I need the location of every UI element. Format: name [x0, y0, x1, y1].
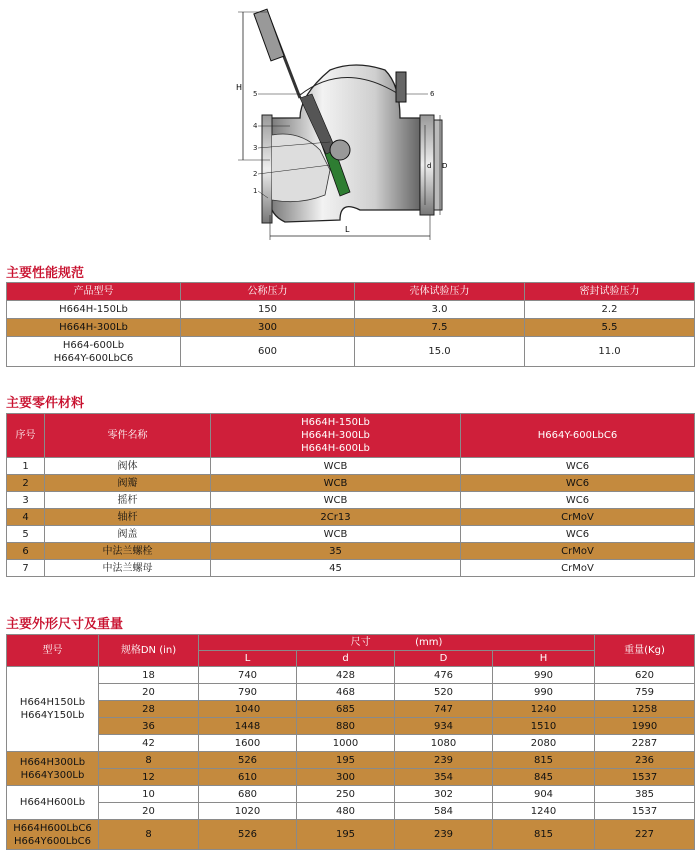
dim-header-H: H [493, 651, 595, 667]
cell: 1040 [199, 701, 297, 718]
dimensions-table [6, 634, 695, 850]
cell: 1448 [199, 718, 297, 735]
specs-title: 主要性能规范 [6, 266, 85, 281]
bolt-6 [396, 72, 406, 102]
dimensions-title: 主要外形尺寸及重量 [6, 617, 124, 632]
cell: 227 [595, 820, 695, 850]
table-row [7, 319, 695, 337]
size-unit: (mm) [415, 637, 443, 648]
cell: 620 [595, 667, 695, 684]
cell: 1600 [199, 735, 297, 752]
cell: 轴杆 [45, 509, 211, 526]
dim-header-size [199, 635, 595, 651]
cell: 2Cr13 [211, 509, 461, 526]
cell: 3 [7, 492, 45, 509]
cell: 20 [99, 803, 199, 820]
cell: 300 [297, 769, 395, 786]
dim-D: D [442, 162, 448, 170]
table-row [7, 509, 695, 526]
cell: 1240 [493, 803, 595, 820]
cell: 8 [99, 752, 199, 769]
table-row [7, 301, 695, 319]
cell: WCB [211, 475, 461, 492]
cell: 740 [199, 667, 297, 684]
table-row [7, 684, 695, 701]
cell: 1537 [595, 803, 695, 820]
table-row [7, 752, 695, 769]
table-row [7, 769, 695, 786]
cell: 990 [493, 684, 595, 701]
cell: 20 [99, 684, 199, 701]
cell: WCB [211, 526, 461, 543]
table-row [7, 803, 695, 820]
dim-header-D: D [395, 651, 493, 667]
materials-header-c6: H664Y-600LbC6 [461, 414, 695, 458]
cell: CrMoV [461, 543, 695, 560]
cell: 195 [297, 820, 395, 850]
cell: 680 [199, 786, 297, 803]
cell: 4 [7, 509, 45, 526]
cell: 815 [493, 752, 595, 769]
cell: 250 [297, 786, 395, 803]
dim-header-L: L [199, 651, 297, 667]
cell: WC6 [461, 526, 695, 543]
cell: 1990 [595, 718, 695, 735]
callout-4: 4 [253, 122, 258, 130]
specs-table [6, 282, 695, 367]
cell: 476 [395, 667, 493, 684]
cell: 阀瓣 [45, 475, 211, 492]
dim-H: H [236, 83, 243, 92]
callout-3: 3 [253, 144, 258, 152]
materials-header-std: H664H-150Lb H664H-300Lb H664H-600Lb [211, 414, 461, 458]
table-row [7, 786, 695, 803]
cell: 934 [395, 718, 493, 735]
dim-L: L [345, 225, 350, 234]
cell: 904 [493, 786, 595, 803]
specs-header-pn: 公称压力 [181, 283, 355, 301]
cell: H664H-150Lb [7, 301, 181, 319]
materials-table [6, 413, 695, 577]
dim-header-dn: 规格DN (in) [99, 635, 199, 667]
cell: 195 [297, 752, 395, 769]
cell: 中法兰螺栓 [45, 543, 211, 560]
cell: H664H-300Lb [7, 319, 181, 337]
callout-6: 6 [430, 90, 435, 98]
cell: 845 [493, 769, 595, 786]
cell: 428 [297, 667, 395, 684]
callout-1: 1 [253, 187, 258, 195]
cell: WCB [211, 458, 461, 475]
cell: 11.0 [525, 337, 695, 367]
cell: 520 [395, 684, 493, 701]
cell: 610 [199, 769, 297, 786]
table-row [7, 475, 695, 492]
cell: 28 [99, 701, 199, 718]
cell: 990 [493, 667, 595, 684]
dim-header-d: d [297, 651, 395, 667]
cell: 880 [297, 718, 395, 735]
cell: 12 [99, 769, 199, 786]
cell: 15.0 [355, 337, 525, 367]
cell: 阀盖 [45, 526, 211, 543]
cell: 150 [181, 301, 355, 319]
valve-diagram [0, 0, 700, 250]
cell: WC6 [461, 458, 695, 475]
cell: 8 [99, 820, 199, 850]
cell: 6 [7, 543, 45, 560]
cell: 685 [297, 701, 395, 718]
materials-title: 主要零件材料 [6, 396, 85, 411]
cell: 747 [395, 701, 493, 718]
cell: 36 [99, 718, 199, 735]
cell: 35 [211, 543, 461, 560]
cell: 1020 [199, 803, 297, 820]
cell: 385 [595, 786, 695, 803]
cell: 摇杆 [45, 492, 211, 509]
table-row [7, 337, 695, 367]
table-row [7, 718, 695, 735]
cell: H664-600Lb H664Y-600LbC6 [7, 337, 181, 367]
cell: 468 [297, 684, 395, 701]
cell: 239 [395, 752, 493, 769]
table-row [7, 820, 695, 850]
cell: CrMoV [461, 509, 695, 526]
table-row [7, 735, 695, 752]
cell: 1080 [395, 735, 493, 752]
cell: 7.5 [355, 319, 525, 337]
cell: 1537 [595, 769, 695, 786]
cell: WCB [211, 492, 461, 509]
dim-header-model: 型号 [7, 635, 99, 667]
cell: WC6 [461, 492, 695, 509]
specs-header-model: 产品型号 [7, 283, 181, 301]
table-row [7, 526, 695, 543]
cell: 815 [493, 820, 595, 850]
specs-header-shell: 壳体试验压力 [355, 283, 525, 301]
cell: 480 [297, 803, 395, 820]
cell: 1510 [493, 718, 595, 735]
cell: 2080 [493, 735, 595, 752]
cell: 1000 [297, 735, 395, 752]
cell: 1240 [493, 701, 595, 718]
cell: CrMoV [461, 560, 695, 577]
cell: 5 [7, 526, 45, 543]
cell: 10 [99, 786, 199, 803]
cell: 5.5 [525, 319, 695, 337]
table-row [7, 667, 695, 684]
cell: 302 [395, 786, 493, 803]
cell: 45 [211, 560, 461, 577]
cell: 526 [199, 820, 297, 850]
cell: 526 [199, 752, 297, 769]
table-row [7, 543, 695, 560]
materials-header-no: 序号 [7, 414, 45, 458]
cell: 354 [395, 769, 493, 786]
cell: 2.2 [525, 301, 695, 319]
cell: 7 [7, 560, 45, 577]
callout-5: 5 [253, 90, 258, 98]
cell: 42 [99, 735, 199, 752]
cell: 239 [395, 820, 493, 850]
model-cell: H664H300Lb H664Y300Lb [7, 752, 99, 786]
materials-header-part: 零件名称 [45, 414, 211, 458]
dim-d: d [427, 162, 432, 170]
cell: 阀体 [45, 458, 211, 475]
cell: 759 [595, 684, 695, 701]
cell: 236 [595, 752, 695, 769]
model-cell: H664H600Lb [7, 786, 99, 820]
cell: WC6 [461, 475, 695, 492]
specs-header-seal: 密封试验压力 [525, 283, 695, 301]
table-row [7, 458, 695, 475]
cell: 600 [181, 337, 355, 367]
cell: 1 [7, 458, 45, 475]
table-row [7, 492, 695, 509]
cell: 1258 [595, 701, 695, 718]
cell: 18 [99, 667, 199, 684]
size-label: 尺寸 [350, 637, 371, 648]
model-cell: H664H150Lb H664Y150Lb [7, 667, 99, 752]
cell: 584 [395, 803, 493, 820]
left-flange [262, 115, 272, 223]
cell: 3.0 [355, 301, 525, 319]
cell: 2 [7, 475, 45, 492]
table-row [7, 701, 695, 718]
cell: 2287 [595, 735, 695, 752]
callout-2: 2 [253, 170, 258, 178]
stem-top [254, 9, 284, 61]
table-row [7, 560, 695, 577]
cell: 790 [199, 684, 297, 701]
cell: 中法兰螺母 [45, 560, 211, 577]
model-cell: H664H600LbC6 H664Y600LbC6 [7, 820, 99, 850]
dim-header-weight: 重量(Kg) [595, 635, 695, 667]
cell: 300 [181, 319, 355, 337]
